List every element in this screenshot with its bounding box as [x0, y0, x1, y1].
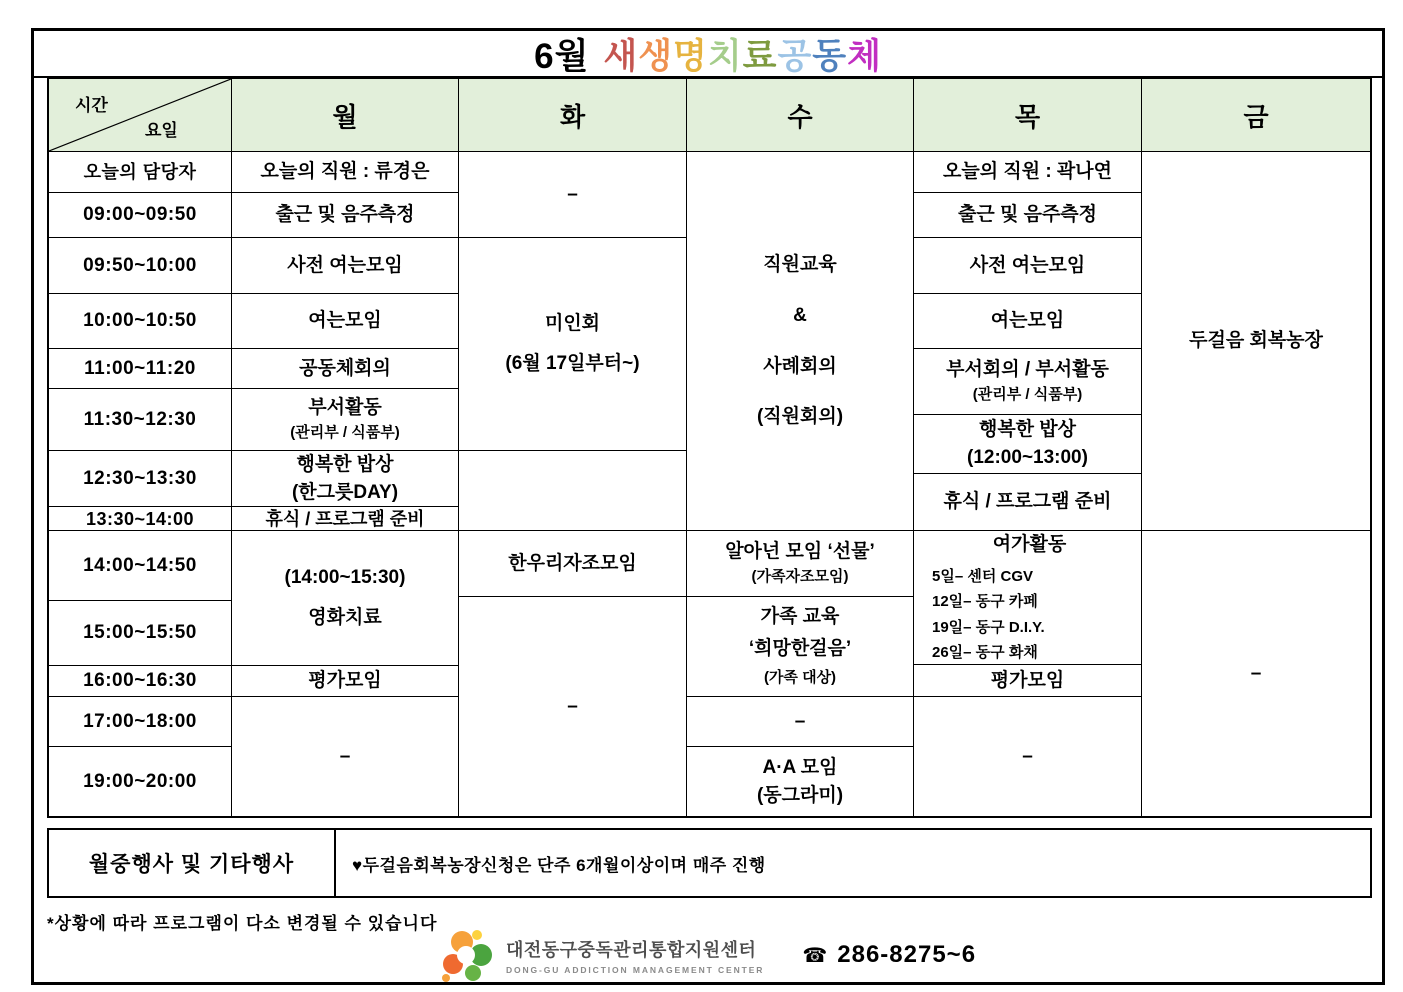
schedule-cell [232, 666, 458, 697]
cell-line: (14:00~15:30) [284, 567, 406, 589]
cell-line: 알아넌 모임 ‘선물’ [725, 541, 875, 563]
schedule-cell [232, 294, 458, 349]
cell-line: (관리부 / 식품부) [290, 424, 400, 441]
corner-day-label: 요일 [145, 121, 178, 140]
corner-time-label: 시간 [75, 96, 108, 115]
cell-line: 영화치료 [308, 607, 382, 628]
cell-line: 부서회의 / 부서활동 [946, 359, 1109, 381]
cell-line: 사전 여는모임 [969, 254, 1086, 276]
cell-line: – [1250, 662, 1262, 684]
time-slot: 15:00~15:50 [49, 601, 231, 666]
cell-line: – [794, 710, 806, 732]
cell-line: 출근 및 음주측정 [275, 204, 415, 226]
events-label: 월중행사 및 기타행사 [49, 830, 336, 896]
time-slot: 09:00~09:50 [49, 193, 231, 238]
schedule-cell [914, 474, 1141, 531]
cell-line: 사전 여는모임 [287, 254, 403, 276]
schedule-cell [1142, 531, 1370, 816]
cell-line: (관리부 / 식품부) [972, 386, 1083, 403]
cell-line: 두걸음 회복농장 [1189, 330, 1323, 352]
cell-line: 공동체회의 [299, 357, 391, 379]
schedule-cell [232, 389, 458, 451]
events-note: ♥두걸음회복농장신청은 단주 6개월이상이며 매주 진행 [352, 855, 766, 875]
cell-line: 여는모임 [990, 310, 1065, 332]
cell-line: 행복한 밥상 [978, 419, 1077, 441]
schedule-cell [232, 238, 458, 294]
title-char: 료 [742, 37, 778, 76]
schedule-cell [914, 697, 1141, 816]
title-char: 체 [847, 37, 882, 76]
day-header-friday: 금 [1142, 79, 1370, 152]
cell-line: 행복한 밥상 [296, 453, 394, 475]
schedule-cell [232, 349, 458, 389]
cell-line: (가족 대상) [763, 668, 837, 686]
time-slot: 19:00~20:00 [83, 770, 197, 792]
schedule-cell [232, 531, 458, 666]
cell-line: – [567, 183, 578, 205]
schedule-cell [1142, 152, 1370, 531]
cell-line: 오늘의 직원 : 곽나연 [943, 161, 1112, 183]
time-slot: 16:00~16:30 [49, 666, 231, 697]
page-title [34, 32, 1382, 78]
title-char: 공 [777, 37, 813, 76]
column-thursday [914, 79, 1142, 816]
schedule-table [47, 77, 1372, 818]
cell-line: 여는모임 [308, 310, 382, 332]
schedule-cell [687, 747, 913, 816]
phone-number: 286-8275~6 [837, 941, 977, 968]
cell-line: 여가활동 [992, 534, 1067, 556]
cell-line: 19일– 동구 D.I.Y. [932, 618, 1045, 636]
title-char: 새 [603, 37, 639, 76]
column-monday [232, 79, 459, 816]
time-slot: 11:00~11:20 [49, 349, 231, 389]
org-name-english: DONG-GU ADDICTION MANAGEMENT CENTER [505, 964, 765, 975]
org-name-korean: 대전동구중독관리통합지원센터 [505, 939, 757, 960]
title-month: 6월 [534, 37, 590, 76]
cell-line: (6월 17일부터~) [505, 353, 640, 374]
time-slot: 11:30~12:30 [49, 389, 231, 451]
schedule-cell [687, 597, 913, 697]
cell-line: A·A 모임 [762, 756, 838, 778]
day-header-thursday: 목 [914, 79, 1141, 152]
cell-line: 미인회 [544, 313, 601, 335]
cell-line: (가족자조모임) [751, 568, 849, 585]
cell-line: – [567, 695, 578, 717]
cell-line: 출근 및 음주측정 [957, 204, 1098, 226]
schedule-sheet [31, 28, 1385, 985]
day-header-wednesday: 수 [687, 79, 913, 152]
schedule-cell [914, 665, 1141, 697]
time-slot: 09:50~10:00 [49, 238, 231, 294]
schedule-cell-leisure [914, 531, 1141, 665]
schedule-cell [232, 193, 458, 238]
schedule-cell-empty [459, 451, 686, 531]
cell-line: & [793, 304, 807, 326]
phone-block [802, 941, 976, 969]
schedule-cell [459, 597, 686, 816]
title-char: 치 [707, 37, 743, 76]
schedule-cell [687, 152, 913, 531]
cell-line: 휴식 / 프로그램 준비 [265, 508, 425, 529]
org-name-block [506, 936, 764, 975]
time-slot: 17:00~18:00 [49, 697, 231, 747]
time-slot: 14:00~14:50 [49, 531, 231, 601]
center-logo-icon [440, 927, 494, 983]
cell-line: 직원교육 [763, 254, 837, 275]
schedule-cell [687, 531, 913, 597]
schedule-cell [914, 193, 1141, 238]
cell-line: 평가모임 [308, 670, 382, 692]
time-slot: 13:30~14:00 [49, 507, 231, 531]
cell-line: ‘희망한걸음’ [748, 638, 852, 660]
cell-line: (동그라미) [756, 784, 844, 806]
title-char: 명 [673, 37, 708, 76]
phone-icon: ☎ [802, 944, 828, 967]
cell-line: (12:00~13:00) [967, 447, 1088, 468]
schedule-cell [914, 294, 1141, 349]
cell-line: 오늘의 직원 : 류경은 [260, 161, 430, 183]
column-wednesday [687, 79, 914, 816]
time-column [49, 79, 232, 816]
corner-cell [49, 79, 231, 152]
brand-row [34, 927, 1382, 983]
cell-line: – [339, 745, 351, 767]
time-slot: 12:30~13:30 [49, 451, 231, 507]
cell-line: – [1022, 745, 1033, 767]
column-tuesday [459, 79, 687, 816]
day-header-monday: 월 [232, 79, 458, 152]
cell-line: 12일– 동구 카페 [932, 593, 1038, 611]
time-slot: 10:00~10:50 [49, 294, 231, 349]
cell-line: 부서활동 [308, 397, 382, 419]
schedule-cell [232, 451, 458, 507]
schedule-cell [459, 152, 686, 238]
monthly-events-box [47, 828, 1372, 898]
title-char: 생 [638, 37, 674, 76]
time-slot: 오늘의 담당자 [49, 152, 231, 193]
schedule-cell [232, 697, 458, 816]
schedule-cell [914, 152, 1141, 193]
column-friday [1142, 79, 1370, 816]
cell-line: 사례회의 [763, 355, 837, 377]
schedule-cell [914, 238, 1141, 294]
disclaimer-text: *상황에 따라 프로그램이 다소 변경될 수 있습니다 [47, 914, 438, 933]
cell-line: 가족 교육 [760, 606, 840, 628]
cell-line: 한우리자조모임 [508, 552, 637, 574]
schedule-cell [459, 238, 686, 451]
schedule-cell [914, 349, 1141, 415]
schedule-cell [914, 415, 1141, 474]
schedule-cell [232, 507, 458, 531]
cell-line: 휴식 / 프로그램 준비 [943, 491, 1112, 513]
schedule-cell [687, 697, 913, 747]
day-header-tuesday: 화 [459, 79, 686, 152]
cell-line: (직원회의) [756, 406, 844, 428]
cell-line: (한그릇DAY) [291, 481, 399, 503]
schedule-cell [232, 152, 458, 193]
cell-line: 평가모임 [990, 669, 1065, 691]
page-title-colored [603, 29, 882, 79]
schedule-cell [459, 531, 686, 597]
title-char: 동 [812, 37, 848, 76]
cell-line: 26일– 동구 화채 [932, 644, 1038, 662]
cell-line: 5일– 센터 CGV [932, 567, 1033, 585]
